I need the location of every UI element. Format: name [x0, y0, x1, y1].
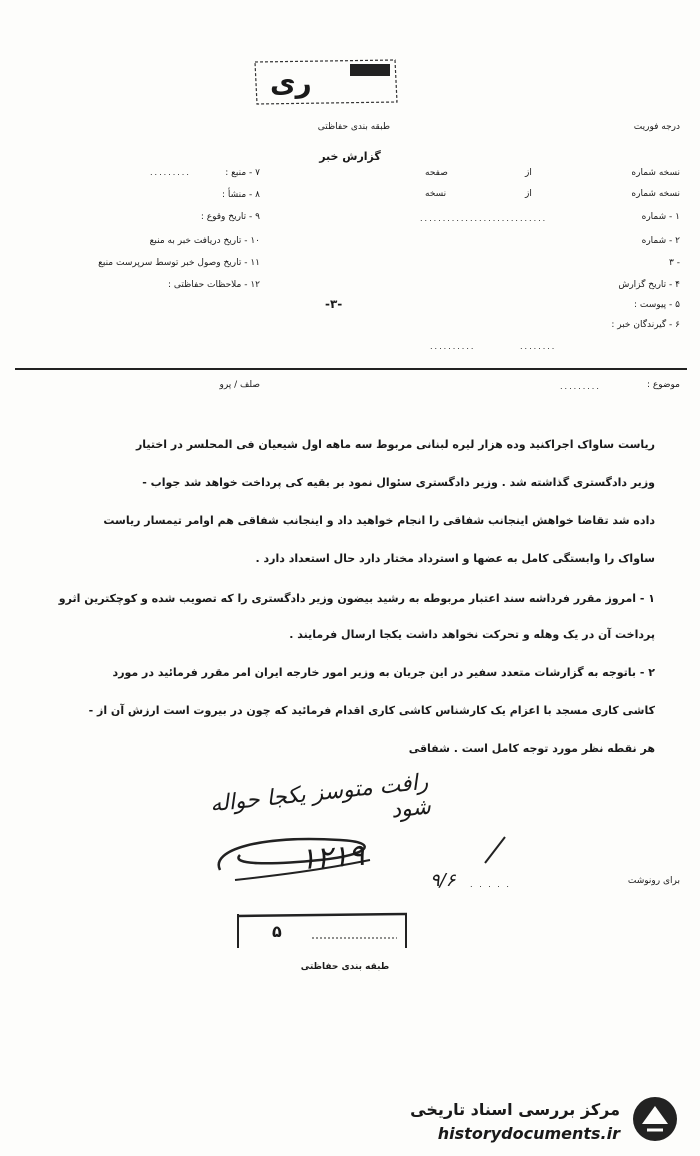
- field-recipients: ۶ - گیرندگان خبر :: [611, 320, 680, 330]
- copy-row-1-page: صفحه: [425, 168, 448, 178]
- priority-label: درجه فوریت: [633, 122, 680, 132]
- body-line: ساواک را وابستگی کامل به عضها و استرداد مختار دارد حال استعداد دارد .: [255, 552, 655, 565]
- footer-stamp: [232, 908, 412, 950]
- stamp-text: ری: [270, 66, 312, 99]
- copy-row-1-label: نسخه شماره: [631, 168, 680, 178]
- copy-row-2-label: نسخه شماره: [631, 189, 680, 199]
- body-line: ریاست ساواک اجراکنید وده هزار لیره لبنانی مربوط سه ماهه اول شیعیان فی المحلسر در اختیار: [135, 438, 655, 451]
- dotted-fill: .........: [560, 382, 601, 391]
- handwritten-date: ۹/۶: [430, 870, 456, 891]
- field-report-date: ۴ - تاریخ گزارش: [618, 280, 680, 290]
- page-label: صلف / پرو: [219, 380, 260, 390]
- dotted-fill: ............................: [420, 214, 548, 223]
- watermark-logo-icon: [630, 1094, 680, 1144]
- body-line: ۲ - باتوجه به گزارشات متعدد سفیر در این جریان به وزیر امور خارجه ایران امر مقرر فرمائید در مورد: [112, 666, 655, 679]
- body-line: وزیر دادگستری گذاشته شد . وزیر دادگستری سئوال نمود بر بقیه کی پرداخت خواهد شد جواب -: [142, 476, 655, 489]
- classification-label: طبقه بندی حفاظتی: [317, 122, 390, 132]
- field-protective-notes: ۱۲ - ملاحظات حفاظتی :: [168, 280, 260, 290]
- footer-stamp-number: ۵: [272, 922, 282, 941]
- field-3: ۳ -: [669, 258, 680, 268]
- field-number-1: ۱ - شماره: [641, 212, 680, 222]
- separator-rule: [15, 368, 687, 370]
- watermark-url: historydocuments.ir: [437, 1124, 620, 1143]
- watermark-title: مرکز بررسی اسناد تاریخی: [410, 1100, 620, 1119]
- field-origin: ۸ - منشأ :: [221, 190, 260, 200]
- watermark: [380, 1090, 680, 1150]
- field-attachment: ۵ - پیوست :: [634, 300, 680, 310]
- field-number-2: ۲ - شماره: [641, 236, 680, 246]
- dotted-fill: .........: [150, 168, 191, 177]
- subject-label: موضوع :: [646, 380, 680, 390]
- copy-row-2-from: از: [525, 189, 532, 199]
- copy-note-label: برای رونوشت: [627, 876, 680, 886]
- field-event-date: ۹ - تاریخ وقوع :: [200, 212, 260, 222]
- dotted-fill: ........: [520, 342, 557, 351]
- field-supervisor-date: ۱۱ - تاریخ وصول خبر توسط سرپرست منبع: [98, 258, 260, 268]
- handwritten-number: ۱۲۱۹: [298, 837, 366, 878]
- classification-stamp: [245, 52, 405, 112]
- report-title: گزارش خبر: [319, 150, 381, 163]
- handwritten-note: رافت متوسز یکجا حواله شود: [208, 769, 432, 824]
- field-received-date: ۱۰ - تاریخ دریافت خبر به منبع: [149, 236, 260, 246]
- dotted-fill: ..........: [430, 342, 476, 351]
- body-line: پرداخت آن در یک وهله و تحرکت نخواهد داشت یکجا ارسال فرمایند .: [289, 628, 655, 641]
- copy-row-1-from: از: [525, 168, 532, 178]
- body-line: داده شد تقاضا خواهش اینجانب شفاقی را انجام خواهید داد و اینجانب شفاقی هم اوامر تیمسار ریاست: [103, 514, 655, 527]
- dotted-fill: . . . . .: [470, 880, 511, 889]
- copy-row-2-page: نسخه: [425, 189, 447, 199]
- center-mark: -۳-: [325, 297, 343, 311]
- footer-classification: طبقه بندی حفاظتی: [300, 962, 390, 972]
- body-line: کاشی کاری مسجد با اعزام یک کارشناس کاشی کاری اقدام فرمائید که چون در بیروت است ارزش آن از -: [88, 704, 655, 717]
- body-line: ۱ - امروز مقرر فرداشه سند اعتبار مربوطه به رشید بیضون وزیر دادگستری را که تصویب شده و کوچکترین اثرو: [58, 592, 655, 605]
- field-source: ۷ - منبع :: [225, 168, 260, 178]
- handwritten-slash: [480, 835, 510, 865]
- body-line: هر نقطه نظر مورد توجه کامل است . شفاقی: [408, 742, 655, 755]
